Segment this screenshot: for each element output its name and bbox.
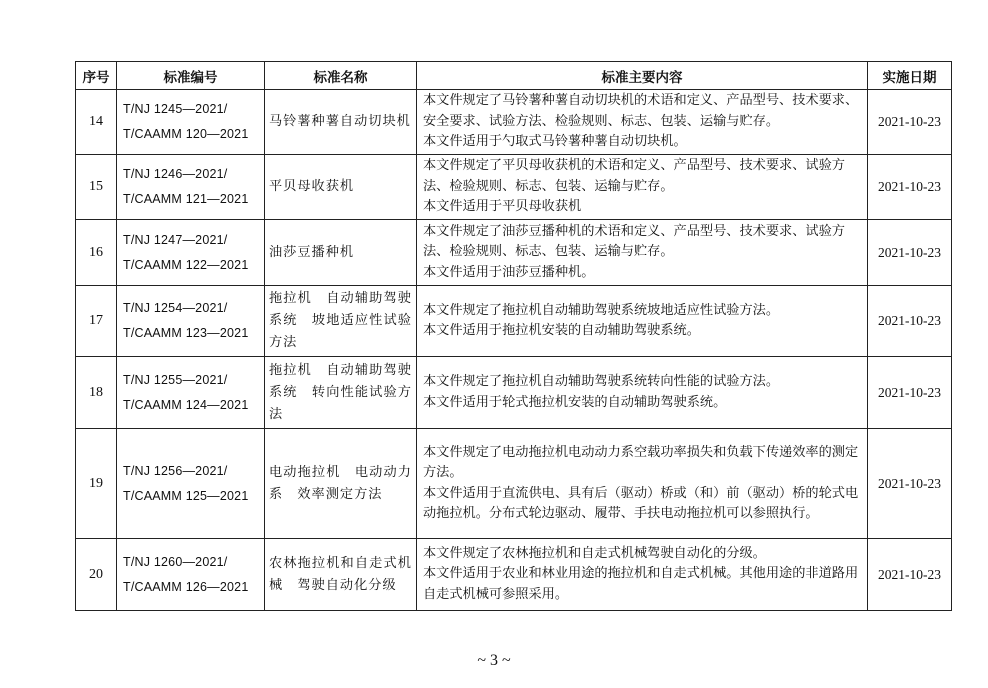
code-line: T/CAAMM 123—2021 <box>123 326 249 340</box>
row-code <box>117 90 265 155</box>
row-content <box>417 286 868 357</box>
row-seq: 16 <box>76 220 117 286</box>
row-code <box>117 155 265 220</box>
content-para: 本文件规定了油莎豆播种机的术语和定义、产品型号、技术要求、试验方法、检验规则、标志、包装、运输与贮存。 <box>423 223 845 260</box>
row-content <box>417 90 868 155</box>
table-row <box>76 220 952 286</box>
code-line: T/CAAMM 125—2021 <box>123 488 249 503</box>
header-code: 标准编号 <box>117 62 265 90</box>
content-para: 本文件适用于农业和林业用途的拖拉机和自走式机械。其他用途的非道路用自走式机械可参照采用。 <box>423 566 859 602</box>
code-line: T/NJ 1255—2021/ <box>123 372 228 387</box>
row-seq: 18 <box>76 357 117 429</box>
row-seq: 14 <box>76 90 117 155</box>
content-para: 本文件适用于拖拉机安装的自动辅助驾驶系统。 <box>423 323 700 338</box>
row-date: 2021-10-23 <box>868 539 952 611</box>
row-code <box>117 539 265 611</box>
header-seq: 序号 <box>76 62 117 90</box>
row-date: 2021-10-23 <box>868 220 952 286</box>
row-name: 拖拉机 自动辅助驾驶系统 坡地适应性试验方法 <box>265 286 417 357</box>
row-content <box>417 429 868 539</box>
code-line: T/NJ 1256—2021/ <box>123 463 228 478</box>
table-row <box>76 155 952 220</box>
row-content <box>417 539 868 611</box>
row-content <box>417 155 868 220</box>
content-para: 本文件规定了电动拖拉机电动动力系空载功率损失和负载下传递效率的测定方法。 <box>423 444 859 480</box>
row-code <box>117 429 265 539</box>
content-para: 本文件适用于直流供电、具有后（驱动）桥或（和）前（驱动）桥的轮式电动拖拉机。分布式轮边驱动、履带、手扶电动拖拉机可以参照执行。 <box>423 485 859 521</box>
table-row <box>76 539 952 611</box>
header-date: 实施日期 <box>868 62 952 90</box>
code-line: T/CAAMM 121—2021 <box>123 192 249 206</box>
row-code <box>117 357 265 429</box>
row-seq: 15 <box>76 155 117 220</box>
code-line: T/CAAMM 122—2021 <box>123 257 249 272</box>
table-row <box>76 90 952 155</box>
header-name: 标准名称 <box>265 62 417 90</box>
content-para: 本文件规定了拖拉机自动辅助驾驶系统坡地适应性试验方法。 <box>423 302 780 318</box>
table-row <box>76 429 952 539</box>
code-line: T/NJ 1247—2021/ <box>123 232 228 247</box>
row-date: 2021-10-23 <box>868 429 952 539</box>
row-name: 农林拖拉机和自走式机械 驾驶自动化分级 <box>265 539 417 611</box>
content-para: 本文件规定了平贝母收获机的术语和定义、产品型号、技术要求、试验方法、检验规则、标志、包装、运输与贮存。 <box>423 158 845 194</box>
row-name: 拖拉机 自动辅助驾驶系统 转向性能试验方法 <box>265 357 417 429</box>
row-code <box>117 220 265 286</box>
code-line: T/CAAMM 124—2021 <box>123 397 249 412</box>
page-number: ~ 3 ~ <box>477 652 511 669</box>
content-para: 本文件适用于油莎豆播种机。 <box>423 264 595 280</box>
row-date: 2021-10-23 <box>868 357 952 429</box>
row-name: 马铃薯种薯自动切块机 <box>265 90 417 155</box>
row-content <box>417 220 868 286</box>
row-date: 2021-10-23 <box>868 90 952 155</box>
row-date: 2021-10-23 <box>868 155 952 220</box>
code-line: T/NJ 1260—2021/ <box>123 554 228 569</box>
standards-table <box>75 61 952 611</box>
content-para: 本文件规定了马铃薯种薯自动切块机的术语和定义、产品型号、技术要求、安全要求、试验方法、检验规则、标志、包装、运输与贮存。 <box>423 93 859 129</box>
row-seq: 19 <box>76 429 117 539</box>
content-para: 本文件适用于轮式拖拉机安装的自动辅助驾驶系统。 <box>423 394 727 410</box>
table-row <box>76 286 952 357</box>
row-name: 平贝母收获机 <box>265 155 417 220</box>
content-para: 本文件规定了拖拉机自动辅助驾驶系统转向性能的试验方法。 <box>423 374 780 389</box>
code-line: T/CAAMM 120—2021 <box>123 127 249 141</box>
row-seq: 17 <box>76 286 117 357</box>
code-line: T/NJ 1246—2021/ <box>123 167 228 181</box>
header-content: 标准主要内容 <box>417 62 868 90</box>
content-para: 本文件适用于平贝母收获机 <box>423 199 582 215</box>
row-name: 油莎豆播种机 <box>265 220 417 286</box>
content-para: 本文件适用于勺取式马铃薯种薯自动切块机。 <box>423 134 687 150</box>
row-date: 2021-10-23 <box>868 286 952 357</box>
table-row <box>76 357 952 429</box>
row-content <box>417 357 868 429</box>
code-line: T/CAAMM 126—2021 <box>123 579 249 594</box>
table-header-row <box>76 62 952 90</box>
content-para: 本文件规定了农林拖拉机和自走式机械驾驶自动化的分级。 <box>423 545 766 561</box>
row-code <box>117 286 265 357</box>
row-name: 电动拖拉机 电动动力系 效率测定方法 <box>265 429 417 539</box>
code-line: T/NJ 1254—2021/ <box>123 301 228 315</box>
code-line: T/NJ 1245—2021/ <box>123 102 228 116</box>
row-seq: 20 <box>76 539 117 611</box>
